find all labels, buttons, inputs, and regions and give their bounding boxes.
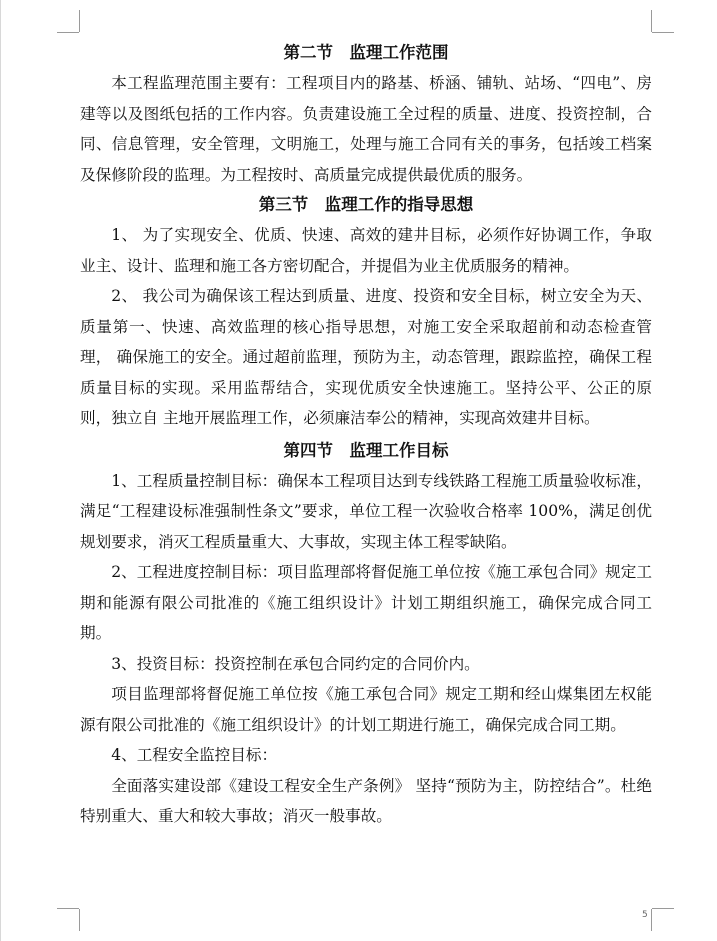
crop-mark-top-right [651, 10, 652, 32]
section-heading: 第四节 监理工作目标 [283, 440, 449, 460]
paragraph: 本工程监理范围主要有：工程项目内的路基、桥涵、铺轨、站场、“四电”、房建等以及图纸包括的工作内容。负责建设施工全过程的质量、进度、投资控制，合同、信息管理，安全管理，文明施工，处理与施工合同有关的事务，包括竣工档案及保修阶段的监理。为工程按时、高质量完成提供最优质的服务。 [80, 74, 652, 184]
document-body [80, 38, 652, 832]
crop-mark-top-left [57, 32, 79, 33]
crop-mark-bottom-left [79, 909, 80, 931]
section-heading: 第二节 监理工作范围 [283, 43, 449, 62]
paragraph: 4、工程安全监控目标： [111, 746, 278, 764]
crop-mark-bottom-right [652, 908, 674, 909]
paragraph: 2、 我公司为确保该工程达到质量、进度、投资和安全目标，树立安全为天、 质量第一、快速、高效监理的核心指导思想，对施工安全采取超前和动态检查管理， 确保施工的安全。通过超前监理，预防为主，动态管理，跟踪监控，确保工程质量目标的实现。采用监帮结合，实现优质安全快速施工。坚持公平、公正的原则，独立自 主地开展监理工作，必须廉洁奉公的精神，实现高效建井目标。 [80, 287, 652, 427]
crop-mark-bottom-right [651, 909, 652, 931]
crop-mark-top-left [79, 10, 80, 32]
paragraph: 项目监理部将督促施工单位按《施工承包合同》规定工期和经山煤集团左权能源有限公司批准的《施工组织设计》的计划工期进行施工，确保完成合同工期。 [80, 685, 652, 734]
crop-mark-bottom-left [57, 908, 79, 909]
crop-mark-top-right [652, 32, 674, 33]
paragraph: 3、投资目标：投资控制在承包合同约定的合同价内。 [111, 654, 480, 673]
section-heading: 第三节 监理工作的指导思想 [258, 195, 474, 214]
page-number: 5 [642, 910, 648, 920]
paragraph: 1、工程质量控制目标：确保本工程项目达到专线铁路工程施工质量验收标准，满足“工程建设标准强制性条文”要求，单位工程一次验收合格率 100%，满足创优规划要求，消灭工程质量重大、大事故，实现主体工程零缺陷。 [80, 471, 652, 551]
paragraph: 2、工程进度控制目标：项目监理部将督促施工单位按《施工承包合同》规定工期和能源有限公司批准的《施工组织设计》计划工期组织施工，确保完成合同工期。 [80, 563, 652, 642]
paragraph: 全面落实建设部《建设工程安全生产条例》 坚持“预防为主，防控结合”。杜绝特别重大、重大和较大事故；消灭一般事故。 [80, 776, 652, 825]
paragraph: 1、 为了实现安全、优质、快速、高效的建井目标，必须作好协调工作，争取业主、设计、监理和施工各方密切配合，并提倡为业主优质服务的精神。 [80, 226, 652, 275]
